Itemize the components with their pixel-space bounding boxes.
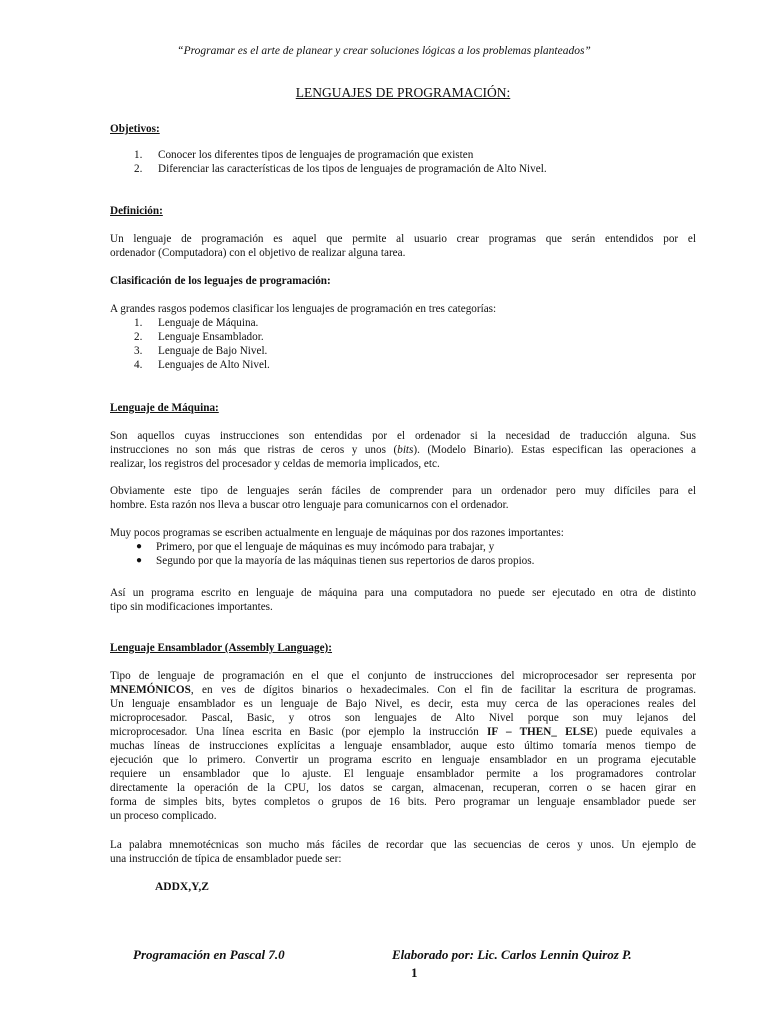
list-item: ● Primero, por que el lenguaje de máquinas es muy incómodo para trabajar, y bbox=[136, 541, 495, 553]
page-number: 1 bbox=[411, 965, 418, 980]
list-item: 1. Lenguaje de Máquina. bbox=[134, 317, 259, 329]
ensamblador-paragraph-1: Tipo de lenguaje de programación en el que el conjunto de instrucciones del microprocesador ser representa por MNEMÓNICOS, en ves de dígitos binarios o hexadecimales. Con el fin de facilitar la escritura de programas. Un lenguaje ensamblador es un lenguaje de Bajo Nivel, es decir, esta muy cerca de las operaciones reales del microprocesador. Pascal, Basic, y otros son lenguajes de Alto Nivel porque son muy lejanos del microprocesador. Una línea escrita en Basic (por ejemplo la instrucción IF – THEN_ ELSE) puede equivales a muchas líneas de instrucciones explícitas a lenguaje ensamblador, auque esto último tomaría menos tiempo de ejecución que lo primero. Convertir un programa escrito en lenguaje ensamblador en un programa ejecutable requiere un ensamblador que lo ajuste. El lenguaje ensamblador permite a los programadores controlar directamente la operación de la CPU, los datos se cargan, almacenan, recuperan, corren o se hacen girar en forma de simples bits, bytes completos o grupos de 16 bits. Pero programar un lenguaje ensamblador puede ser un proceso complicado. bbox=[110, 670, 697, 822]
bullet-icon: ● bbox=[136, 555, 143, 566]
clasificacion-heading: Clasificación de los leguajes de programación: bbox=[110, 275, 331, 287]
bullet-icon: ● bbox=[136, 541, 143, 552]
list-item: 2. Lenguaje Ensamblador. bbox=[134, 331, 264, 343]
definicion-paragraph: Un lenguaje de programación es aquel que permite al usuario crear programas que serán entendidos por el ordenador (Computadora) con el objetivo de realizar alguna tarea. bbox=[110, 233, 696, 259]
clasificacion-intro: A grandes rasgos podemos clasificar los lenguajes de programación en tres categorías: bbox=[110, 303, 497, 315]
list-item: 2. Diferenciar las características de los tipos de lenguajes de programación de Alto Nivel. bbox=[134, 163, 547, 175]
list-item: ● Segundo por que la mayoría de las máquinas tienen sus repertorios de daros propios. bbox=[136, 555, 535, 567]
maquina-paragraph-2: Obviamente este tipo de lenguajes serán fáciles de comprender para un ordenador pero muy difíciles para el hombre. Esta razón nos lleva a buscar otro lenguaje para comunicarnos con el ordenador. bbox=[110, 485, 696, 511]
header-quote: “Programar es el arte de planear y crear soluciones lógicas a los problemas planteados” bbox=[177, 45, 591, 57]
maquina-bullets bbox=[110, 540, 696, 568]
ensamblador-paragraph-2: La palabra mnemotécnicas son mucho más fáciles de recordar que las secuencias de ceros y unos. Un ejemplo de una instrucción de típica de ensamblador puede ser: bbox=[110, 839, 696, 865]
code-example: ADDX,Y,Z bbox=[155, 881, 209, 893]
definicion-heading: Definición: bbox=[110, 205, 163, 217]
ensamblador-heading: Lenguaje Ensamblador (Assembly Language): bbox=[110, 642, 333, 654]
list-item: 1. Conocer los diferentes tipos de lenguajes de programación que existen bbox=[134, 149, 474, 161]
footer-course: Programación en Pascal 7.0 bbox=[133, 947, 285, 962]
maquina-paragraph-4: Así un programa escrito en lenguaje de máquina para una computadora no puede ser ejecutado en otra de distinto tipo sin modificaciones importantes. bbox=[110, 587, 696, 613]
list-item: 3. Lenguaje de Bajo Nivel. bbox=[134, 345, 268, 357]
maquina-heading: Lenguaje de Máquina: bbox=[110, 402, 219, 414]
page-title: LENGUAJES DE PROGRAMACIÓN: bbox=[295, 85, 511, 100]
objetivos-heading: Objetivos: bbox=[110, 123, 160, 135]
maquina-paragraph-1: Son aquellos cuyas instrucciones son entendidas por el ordenador si la necesidad de traducción alguna. Sus instrucciones no son más que ristras de ceros y unos (bits). (Modelo Binario). Estas especifican las operaciones a realizar, los registros del procesador y celdas de memoria implicados, etc. bbox=[110, 430, 697, 470]
objetivos-list bbox=[110, 148, 696, 176]
clasificacion-list bbox=[110, 316, 696, 372]
footer-author: Elaborado por: Lic. Carlos Lennin Quiroz P. bbox=[392, 947, 632, 962]
list-item: 4. Lenguajes de Alto Nivel. bbox=[134, 359, 270, 371]
maquina-paragraph-3: Muy pocos programas se escriben actualmente en lenguaje de máquinas por dos razones importantes: bbox=[110, 527, 564, 539]
